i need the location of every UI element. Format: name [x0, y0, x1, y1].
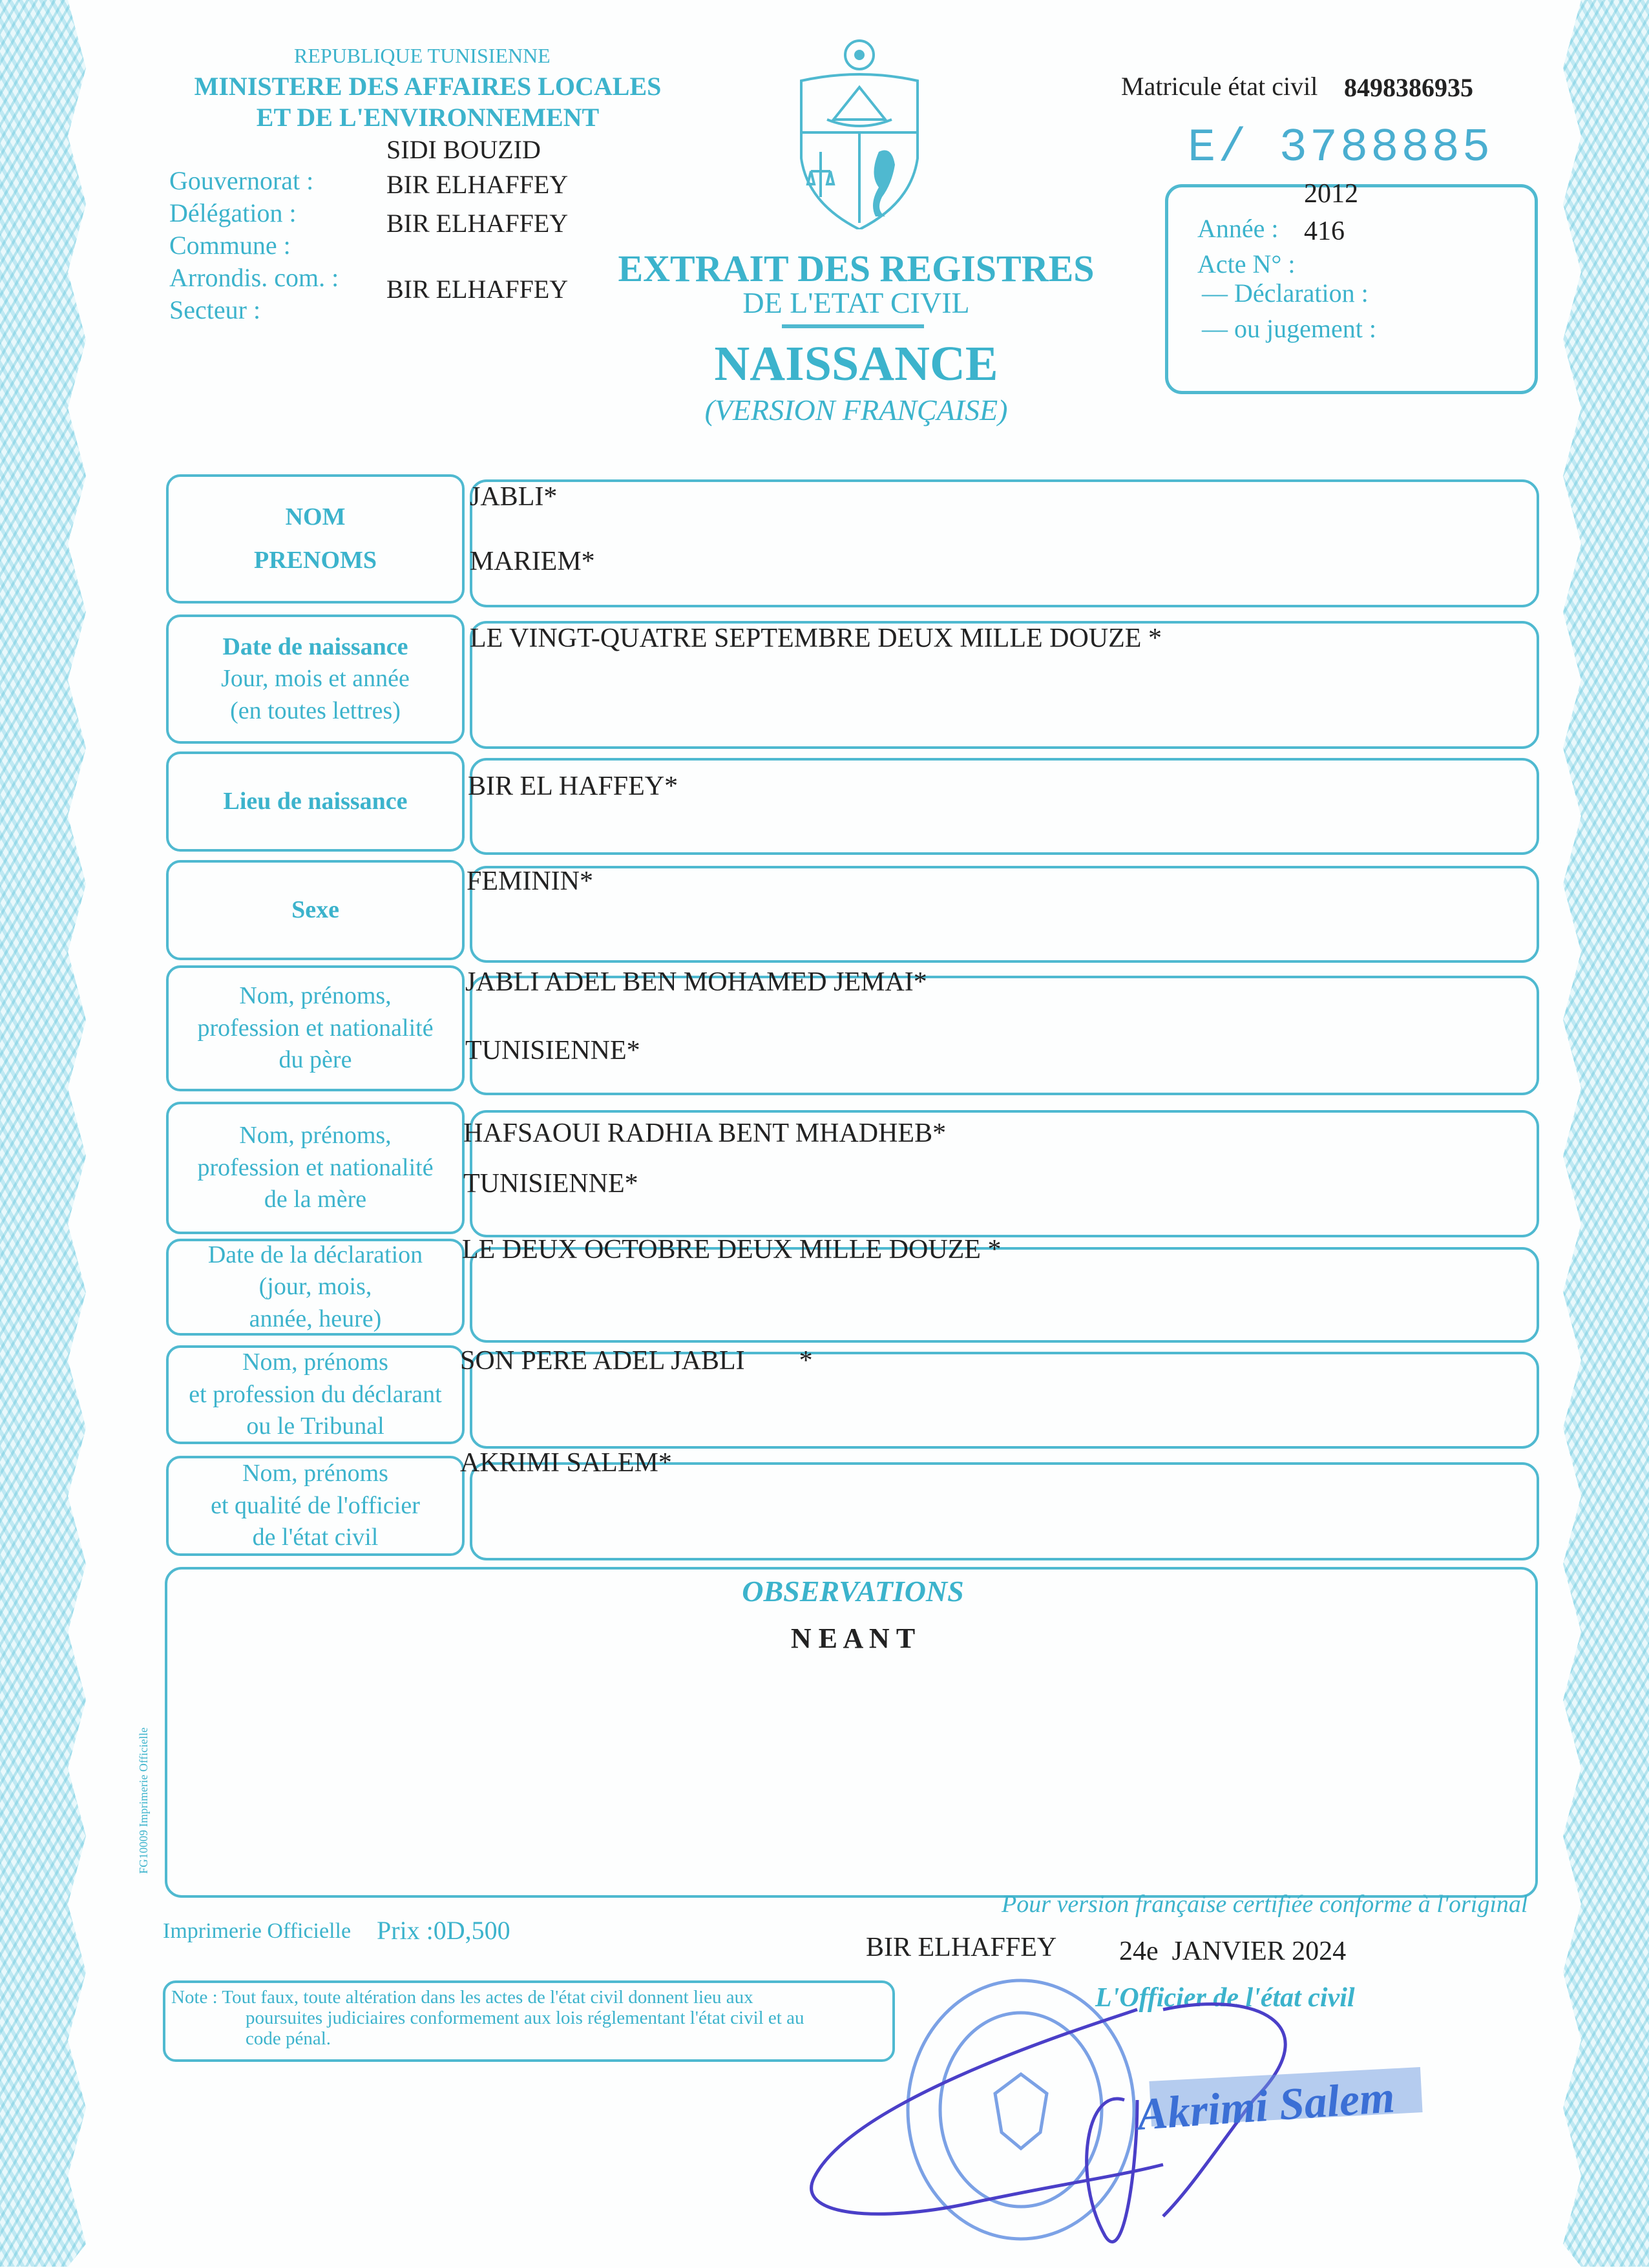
jugement-label: — ou jugement :: [1202, 314, 1376, 343]
printer-label: Imprimerie Officielle: [163, 1919, 352, 1943]
label-line: du père: [278, 1046, 352, 1074]
gouvernorat-value: BIR ELHAFFEY: [386, 170, 569, 199]
document-title-line1: EXTRAIT DES REGISTRES: [618, 247, 1095, 289]
sidi-bouzid-value: SIDI BOUZID: [386, 135, 541, 164]
value-date-declaration: LE DEUX OCTOBRE DEUX MILLE DOUZE *: [462, 1235, 1002, 1265]
label-line: Date de naissance: [222, 633, 408, 660]
matricule-label: Matricule état civil: [1121, 72, 1318, 101]
matricule-value: 8498386935: [1344, 73, 1473, 102]
label-date-naissance: [166, 614, 465, 744]
title-divider: [782, 324, 924, 328]
label-mere: [166, 1102, 465, 1234]
label-line: et qualité de l'officier: [211, 1491, 420, 1519]
label-line: de l'état civil: [252, 1524, 379, 1551]
value-mere-nationalite: TUNISIENNE*: [463, 1169, 638, 1199]
document-title-version: (VERSION FRANÇAISE): [704, 394, 1008, 426]
value-sexe: FEMININ*: [467, 866, 593, 896]
annee-label: Année :: [1197, 214, 1279, 243]
label-line: Jour, mois et année: [221, 665, 410, 693]
certified-label: Pour version française certifiée conforme à l'original: [1002, 1891, 1528, 1918]
printer-code: FG10009 Imprimerie Officielle: [137, 1727, 150, 1874]
value-declarant: SON PERE ADEL JABLI *: [460, 1346, 813, 1376]
value-mere-nom: HAFSAOUI RADHIA BENT MHADHEB*: [463, 1118, 947, 1148]
acte-label: Acte N° :: [1197, 249, 1296, 278]
right-guilloche-border: [1559, 0, 1649, 2267]
officer-label: L'Officier de l'état civil: [1095, 1983, 1355, 2013]
value-pere-nationalite: TUNISIENNE*: [465, 1036, 640, 1066]
value-box-sexe: [470, 866, 1539, 963]
label-line: (en toutes lettres): [230, 697, 401, 724]
label-line: Sexe: [291, 896, 339, 923]
delegation-label: Délégation :: [169, 198, 297, 227]
observations-value: N E A N T: [790, 1622, 916, 1654]
label-line: Date de la déclaration: [207, 1241, 423, 1268]
label-prenoms: PRENOMS: [254, 547, 377, 574]
value-pere-nom: JABLI ADEL BEN MOHAMED JEMAI*: [465, 967, 927, 997]
label-line: Nom, prénoms: [242, 1460, 388, 1487]
label-line: (jour, mois,: [258, 1273, 372, 1301]
left-guilloche-border: [0, 0, 90, 2267]
label-officier: [166, 1456, 465, 1556]
label-line: de la mère: [264, 1186, 367, 1213]
label-line: profession et nationalité: [197, 1153, 434, 1181]
label-sexe: [166, 860, 465, 960]
label-nom: NOM: [285, 503, 346, 530]
commune-label: Commune :: [169, 231, 291, 260]
label-line: ou le Tribunal: [246, 1412, 384, 1440]
ministry-line2: ET DE L'ENVIRONNEMENT: [256, 103, 600, 132]
label-line: et profession du déclarant: [189, 1380, 442, 1408]
note-line3: code pénal.: [246, 2028, 331, 2049]
place-value: BIR ELHAFFEY: [866, 1933, 1057, 1962]
arrondis-label: Arrondis. com. :: [169, 263, 339, 292]
label-line: Nom, prénoms: [242, 1349, 388, 1376]
value-prenoms: MARIEM*: [470, 547, 595, 576]
value-lieu-naissance: BIR EL HAFFEY*: [468, 772, 678, 801]
label-pere: [166, 965, 465, 1091]
declaration-label: — Déclaration :: [1202, 278, 1369, 308]
serial-number: E/ 3788885: [1188, 121, 1493, 174]
label-lieu-naissance: [166, 751, 465, 852]
label-date-declaration: [166, 1239, 465, 1336]
label-line: profession et nationalité: [197, 1014, 434, 1042]
document-title-naissance: NAISSANCE: [714, 337, 998, 391]
price-label: Prix :0D,500: [377, 1916, 510, 1945]
gouvernorat-label: Gouvernorat :: [169, 166, 314, 195]
label-line: année, heure): [249, 1305, 382, 1332]
year-value: 2012: [1304, 179, 1358, 209]
ministry-line1: MINISTERE DES AFFAIRES LOCALES: [194, 72, 662, 101]
value-date-naissance: LE VINGT-QUATRE SEPTEMBRE DEUX MILLE DOUZE *: [470, 624, 1162, 653]
observations-box: [165, 1567, 1538, 1898]
arrondis-value: BIR ELHAFFEY: [386, 275, 569, 304]
delegation-value: BIR ELHAFFEY: [386, 209, 569, 238]
document-title-line2: DE L'ETAT CIVIL: [742, 286, 970, 319]
tunisia-coat-of-arms-icon: [795, 36, 924, 229]
label-line: Nom, prénoms,: [239, 1122, 392, 1150]
note-line1: Note : Tout faux, toute altération dans les actes de l'état civil donnent lieu aux: [171, 1987, 753, 2008]
republic-label: REPUBLIQUE TUNISIENNE: [294, 44, 551, 67]
value-box-nom: [470, 479, 1539, 607]
signature-name: Akrimi Salem: [1135, 2072, 1396, 2140]
acte-number-value: 416: [1304, 216, 1345, 246]
observations-label: OBSERVATIONS: [742, 1575, 964, 1608]
secteur-label: Secteur :: [169, 295, 261, 324]
label-nom-prenoms: [166, 474, 465, 604]
value-nom: JABLI*: [470, 482, 558, 512]
label-line: Nom, prénoms,: [239, 982, 392, 1010]
label-line: Lieu de naissance: [223, 787, 408, 815]
date-value: 24e JANVIER 2024: [1119, 1937, 1347, 1966]
label-declarant: [166, 1345, 465, 1444]
note-line2: poursuites judiciaires conformement aux lois réglementant l'état civil et au: [246, 2008, 804, 2028]
value-officier: AKRIMI SALEM*: [460, 1448, 672, 1478]
